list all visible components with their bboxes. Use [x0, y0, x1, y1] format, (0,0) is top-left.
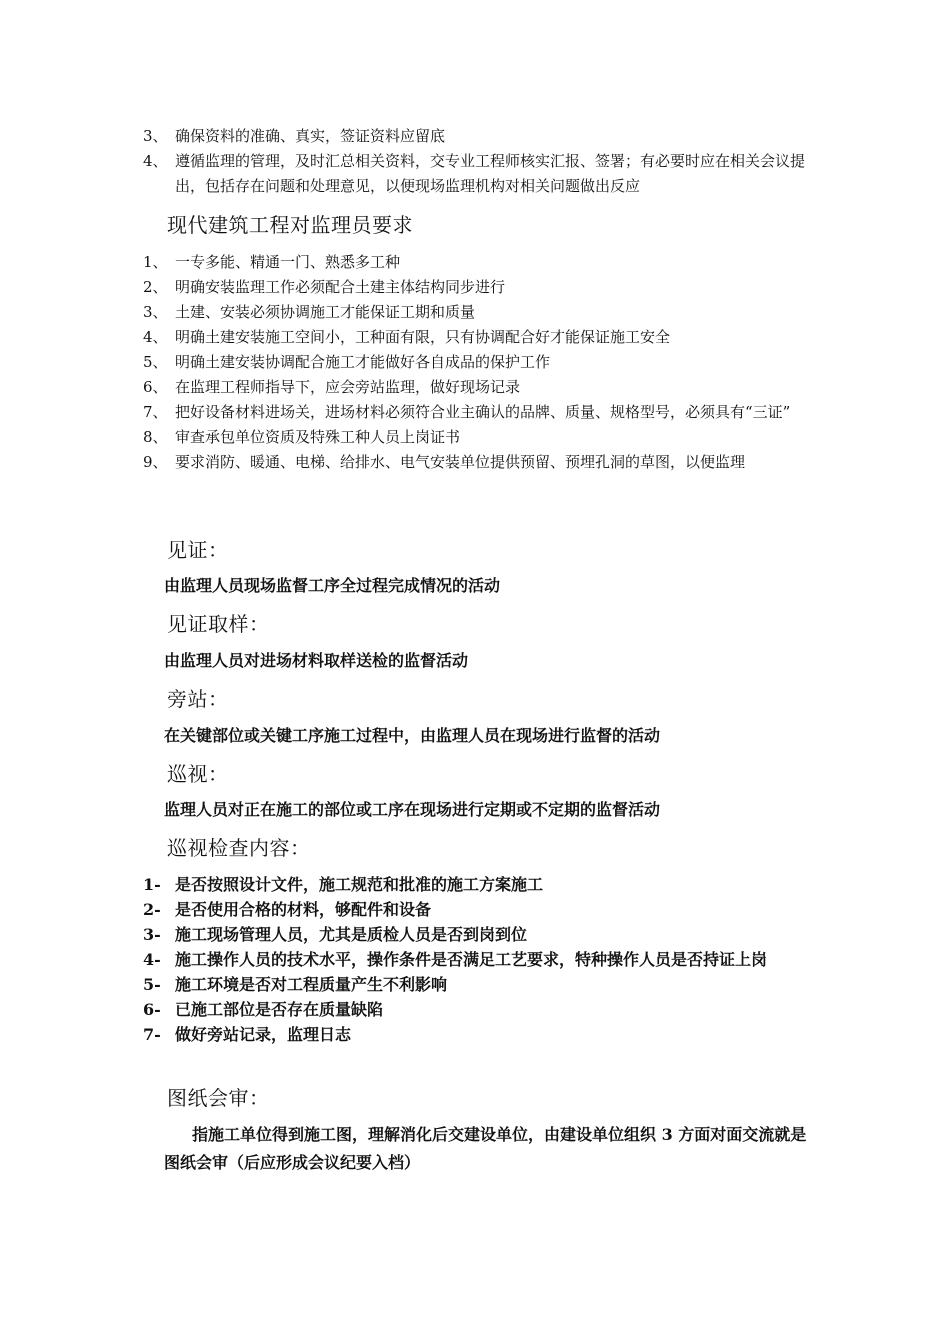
- list-item: [0, 872, 805, 897]
- list-item: [0, 250, 805, 275]
- list-number: 9、: [143, 453, 168, 471]
- list-number: 5、: [143, 353, 168, 371]
- list-number: 7-: [143, 1025, 161, 1044]
- list-text: 把好设备材料进场关，进场材料必须符合业主确认的品牌、质量、规格型号，必须具有“三证”: [175, 403, 791, 421]
- list-item: [0, 997, 805, 1022]
- top-list: [0, 124, 950, 199]
- list-number: 5-: [143, 975, 161, 994]
- list-text: 是否使用合格的材料，够配件和设备: [175, 900, 432, 919]
- list-text: 是否按照设计文件，施工规范和批准的施工方案施工: [175, 875, 544, 894]
- list-number: 4、: [143, 152, 168, 170]
- list-item: [0, 1022, 805, 1047]
- list-text: 明确安装监理工作必须配合土建主体结构同步进行: [175, 278, 506, 296]
- list-item: [0, 300, 805, 325]
- heading-pangzhan: 旁站：: [167, 687, 229, 711]
- list-item: [0, 400, 805, 425]
- list-text: 做好旁站记录，监理日志: [175, 1025, 352, 1044]
- definition-jianzheng-quyang: 由监理人员对进场材料取样送检的监督活动: [164, 651, 469, 670]
- list-item: [0, 922, 805, 947]
- inspection-list: [0, 872, 950, 1047]
- heading-tuzhi: 图纸会审：: [167, 1086, 270, 1110]
- list-text: 明确土建安装施工空间小，工种面有限，只有协调配合好才能保证施工安全: [175, 328, 671, 346]
- section-heading-requirements: 现代建筑工程对监理员要求: [167, 213, 413, 237]
- list-number: 7、: [143, 403, 168, 421]
- heading-jianzheng-quyang: 见证取样：: [167, 612, 270, 636]
- list-number: 4-: [143, 950, 161, 969]
- list-text: 明确土建安装协调配合施工才能做好各自成品的保护工作: [175, 353, 551, 371]
- list-number: 3-: [143, 925, 161, 944]
- list-item: [0, 450, 805, 475]
- list-number: 1-: [143, 875, 161, 894]
- list-number: 2、: [143, 278, 168, 296]
- list-item: [0, 425, 805, 450]
- list-item: [0, 947, 805, 972]
- list-item: [0, 149, 805, 199]
- list-text: 施工现场管理人员，尤其是质检人员是否到岗到位: [175, 925, 528, 944]
- list-text: 要求消防、暖通、电梯、给排水、电气安装单位提供预留、预埋孔洞的草图，以便监理: [175, 453, 746, 471]
- heading-jianzheng: 见证：: [167, 538, 229, 562]
- list-number: 3、: [143, 303, 168, 321]
- list-number: 1、: [143, 253, 168, 271]
- definition-xunshi: 监理人员对正在施工的部位或工序在现场进行定期或不定期的监督活动: [164, 800, 661, 819]
- list-text: 确保资料的准确、真实，签证资料应留底: [175, 127, 446, 145]
- list-text: 已施工部位是否存在质量缺陷: [175, 1000, 384, 1019]
- list-item: [0, 350, 805, 375]
- definition-pangzhan: 在关键部位或关键工序施工过程中，由监理人员在现场进行监督的活动: [164, 726, 661, 745]
- list-number: 6-: [143, 1000, 161, 1019]
- requirements-list: [0, 250, 950, 475]
- list-number: 4、: [143, 328, 168, 346]
- list-text: 在监理工程师指导下，应会旁站监理，做好现场记录: [175, 378, 521, 396]
- list-text: 一专多能、精通一门、熟悉多工种: [175, 253, 401, 271]
- list-text: 审查承包单位资质及特殊工种人员上岗证书: [175, 428, 461, 446]
- heading-xunshi: 巡视：: [167, 762, 229, 786]
- list-number: 6、: [143, 378, 168, 396]
- list-item: [0, 375, 805, 400]
- list-number: 8、: [143, 428, 168, 446]
- list-item: [0, 325, 805, 350]
- list-item: [0, 124, 805, 149]
- list-text: 土建、安装必须协调施工才能保证工期和质量: [175, 303, 476, 321]
- definition-tuzhi: 指施工单位得到施工图，理解消化后交建设单位，由建设单位组织 3 方面对面交流就是图纸会审（后应形成会议纪要入档）: [164, 1125, 807, 1172]
- definition-jianzheng: 由监理人员现场监督工序全过程完成情况的活动: [164, 576, 501, 595]
- list-number: 3、: [143, 127, 168, 145]
- heading-xunshi-content: 巡视检查内容：: [167, 836, 311, 860]
- list-item: [0, 275, 805, 300]
- list-item: [0, 897, 805, 922]
- list-text: 施工环境是否对工程质量产生不利影响: [175, 975, 448, 994]
- list-text: 遵循监理的管理，及时汇总相关资料，交专业工程师核实汇报、签署；有必要时应在相关会议提出，包括存在问题和处理意见，以便现场监理机构对相关问题做出反应: [175, 152, 806, 195]
- list-item: [0, 972, 805, 997]
- list-text: 施工操作人员的技术水平，操作条件是否满足工艺要求，特种操作人员是否持证上岗: [175, 950, 768, 969]
- list-number: 2-: [143, 900, 161, 919]
